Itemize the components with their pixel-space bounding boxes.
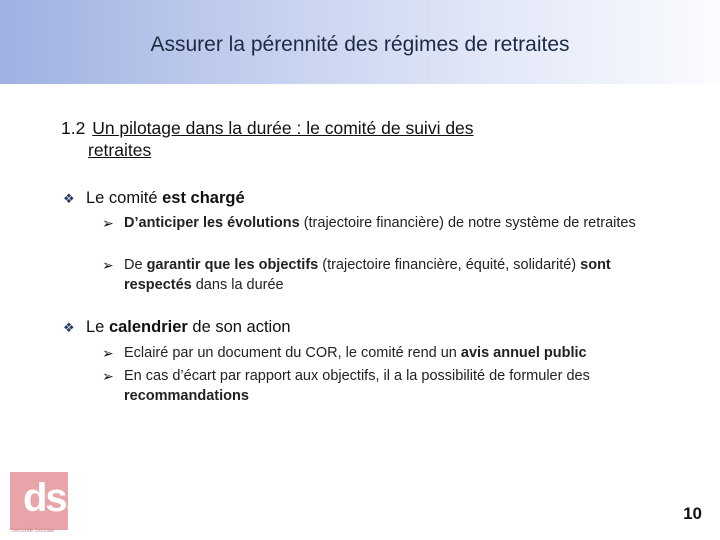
bullet-text: Le comité xyxy=(86,189,163,207)
page-number: 10 xyxy=(683,504,702,523)
bullet-text: de son action xyxy=(187,318,291,336)
section-title-line1: Un pilotage dans la durée : le comité de suivi des xyxy=(92,118,474,138)
logo-caption: Sécurité Sociale xyxy=(11,528,55,534)
sub-bullet-text: dans la durée xyxy=(191,277,284,293)
arrow-bullet-icon: ➢ xyxy=(102,257,114,273)
sub-bullet-bold: recommandations xyxy=(124,388,249,404)
sub-bullet-bold: D’anticiper les évolutions xyxy=(124,215,300,231)
sub-bullet-bold: avis annuel public xyxy=(460,345,587,361)
sub-bullet-bold: sont respectés xyxy=(124,257,611,293)
diamond-bullet-icon: ❖ xyxy=(63,320,75,335)
diamond-bullet-icon: ❖ xyxy=(63,191,75,206)
arrow-bullet-icon: ➢ xyxy=(102,368,114,384)
logo-text: dss xyxy=(23,476,86,520)
sub-bullet-item xyxy=(102,366,642,406)
sub-bullet-text: En cas d’écart par rapport aux objectifs, il a la possibilité de formuler des xyxy=(124,368,590,384)
header-banner xyxy=(0,0,720,84)
bullet-item xyxy=(63,318,291,337)
sub-bullet-text: (trajectoire financière, équité, solidarité) xyxy=(318,257,581,273)
section-title-line2: retraites xyxy=(88,140,152,160)
sub-bullet-text: (trajectoire financière) de notre système de retraites xyxy=(299,215,636,231)
arrow-bullet-icon: ➢ xyxy=(102,345,114,361)
section-number: 1.2 xyxy=(61,118,86,138)
sub-bullet-text: De xyxy=(124,257,147,273)
sub-bullet-bold: garantir que les objectifs xyxy=(146,257,319,273)
arrow-bullet-icon: ➢ xyxy=(102,215,114,231)
sub-bullet-item xyxy=(102,255,642,295)
sub-bullet-item xyxy=(102,343,642,363)
bullet-item xyxy=(63,189,245,208)
sub-bullet-item xyxy=(102,213,642,233)
page-title: Assurer la pérennité des régimes de retraites xyxy=(150,33,570,56)
section-heading xyxy=(61,117,601,161)
bullet-text-bold: est chargé xyxy=(162,189,245,207)
bullet-text-bold: calendrier xyxy=(108,318,188,336)
dss-logo xyxy=(3,470,86,538)
bullet-text: Le xyxy=(86,318,109,336)
sub-bullet-text: Eclairé par un document du COR, le comité rend un xyxy=(124,345,461,361)
